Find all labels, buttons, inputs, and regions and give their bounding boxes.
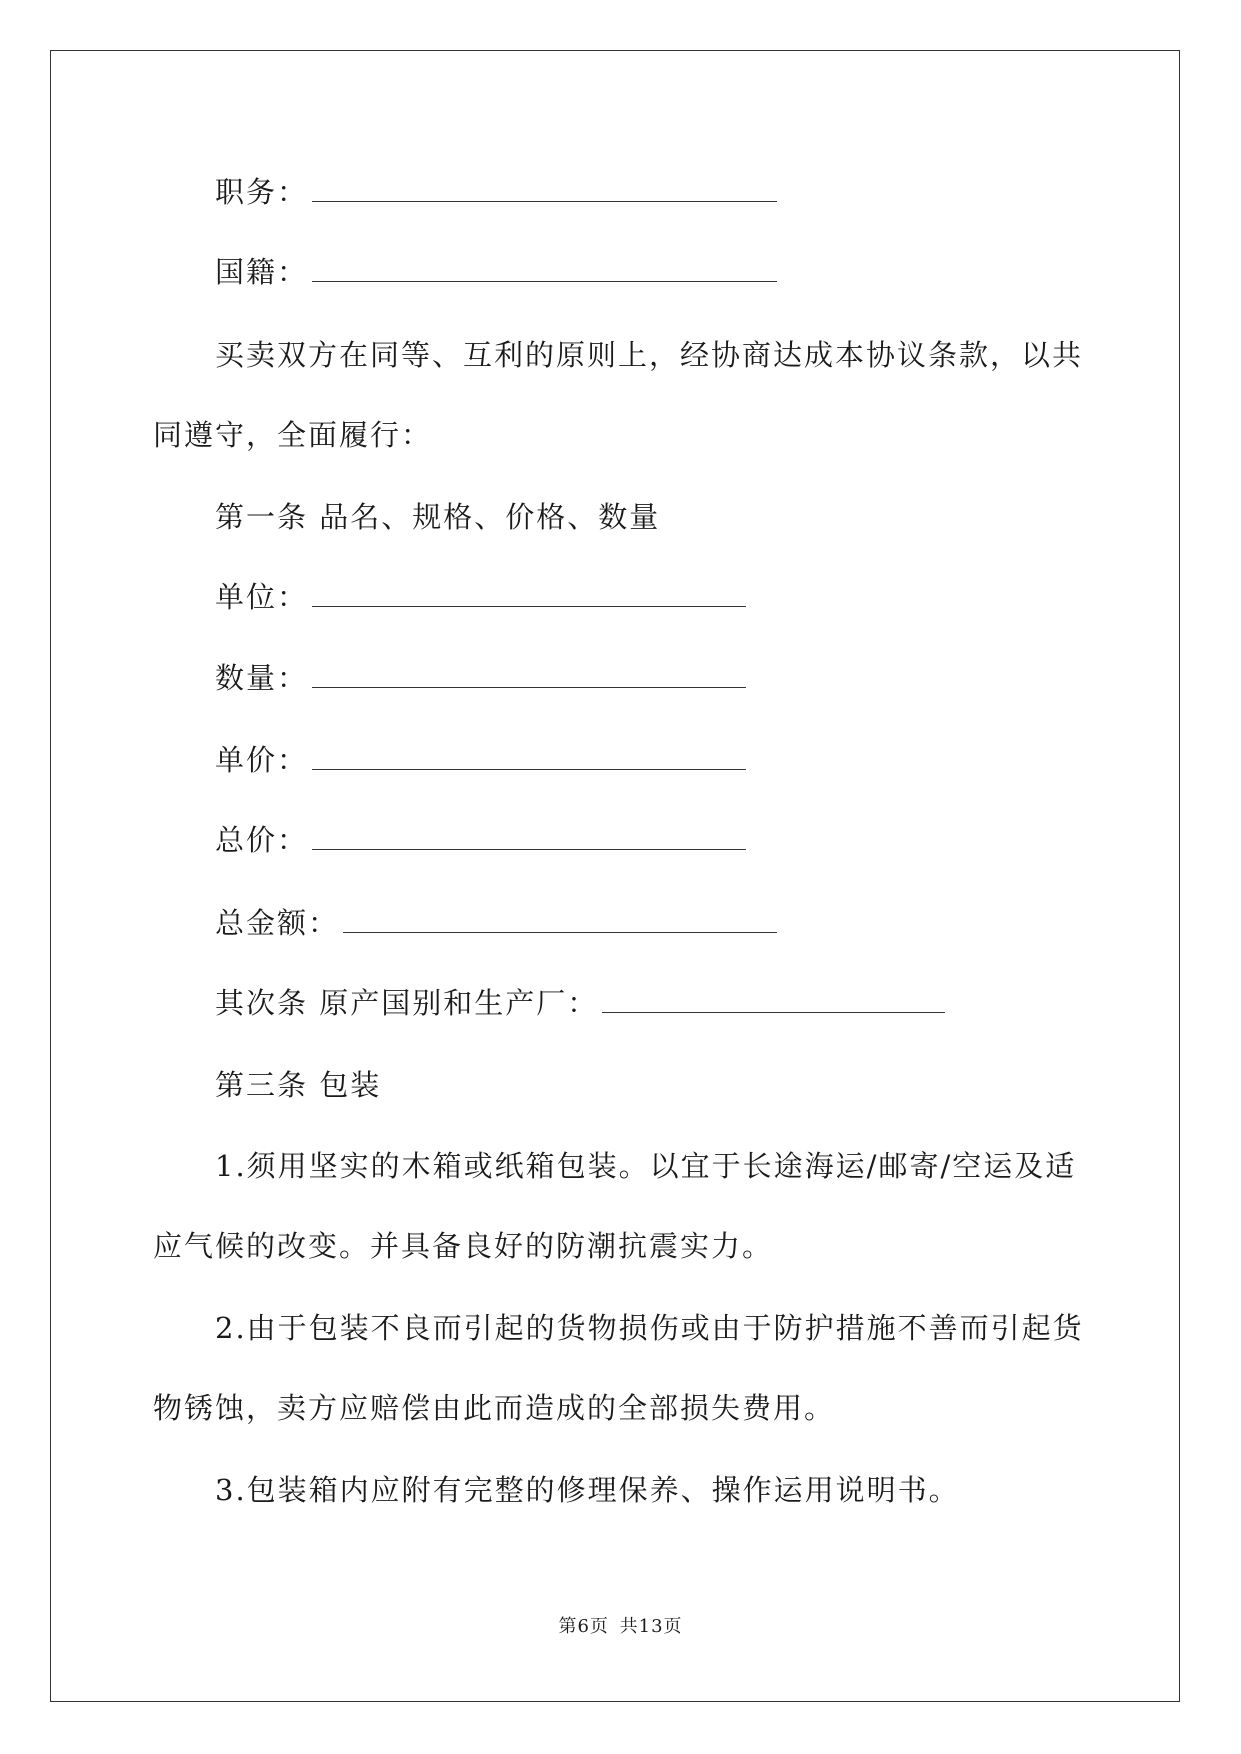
field-label: 数量： [215, 661, 309, 695]
field-unit-price [215, 740, 746, 780]
article1-title: 第一条 品名、规格、价格、数量 [215, 500, 661, 534]
field-label: 总金额： [215, 906, 340, 940]
page-footer [0, 1612, 1241, 1638]
intro-line-1: 买卖双方在同等、互利的原则上，经协商达成本协议条款，以共 [215, 338, 1084, 372]
field-label: 职务： [215, 175, 309, 209]
field-quantity [215, 658, 746, 698]
article3-title: 第三条 包装 [215, 1068, 382, 1102]
article2-line [215, 983, 945, 1023]
blank-line[interactable] [312, 743, 746, 770]
page-total: 共13页 [619, 1616, 683, 1637]
article3-item1-line1: 1.须用坚实的木箱或纸箱包装。以宜于长途海运/邮寄/空运及适 [215, 1149, 1077, 1183]
page-number: 第6页 [558, 1616, 609, 1637]
blank-line[interactable] [312, 661, 746, 688]
blank-line[interactable] [312, 823, 746, 850]
article3-item1-line2: 应气候的改变。并具备良好的防潮抗震实力。 [153, 1229, 774, 1263]
page-border [50, 50, 1180, 1702]
field-label: 其次条 原产国别和生产厂： [215, 986, 599, 1020]
field-unit [215, 577, 746, 617]
field-label: 单位： [215, 580, 309, 614]
article3-item2-line2: 物锈蚀，卖方应赔偿由此而造成的全部损失费用。 [153, 1391, 836, 1425]
field-label: 总价： [215, 823, 309, 857]
intro-line-2: 同遵守，全面履行： [153, 418, 433, 452]
blank-line[interactable] [312, 175, 777, 202]
article3-item3: 3.包装箱内应附有完整的修理保养、操作运用说明书。 [215, 1473, 960, 1507]
blank-line[interactable] [343, 906, 777, 933]
field-label: 单价： [215, 743, 309, 777]
blank-line[interactable] [602, 986, 945, 1013]
field-nationality [215, 252, 777, 292]
blank-line[interactable] [312, 255, 777, 282]
field-total-price [215, 820, 746, 860]
blank-line[interactable] [312, 580, 746, 607]
field-total-amount [215, 903, 777, 943]
field-label: 国籍： [215, 255, 309, 289]
field-position [215, 172, 777, 212]
article3-item2-line1: 2.由于包装不良而引起的货物损伤或由于防护措施不善而引起货 [215, 1311, 1084, 1345]
